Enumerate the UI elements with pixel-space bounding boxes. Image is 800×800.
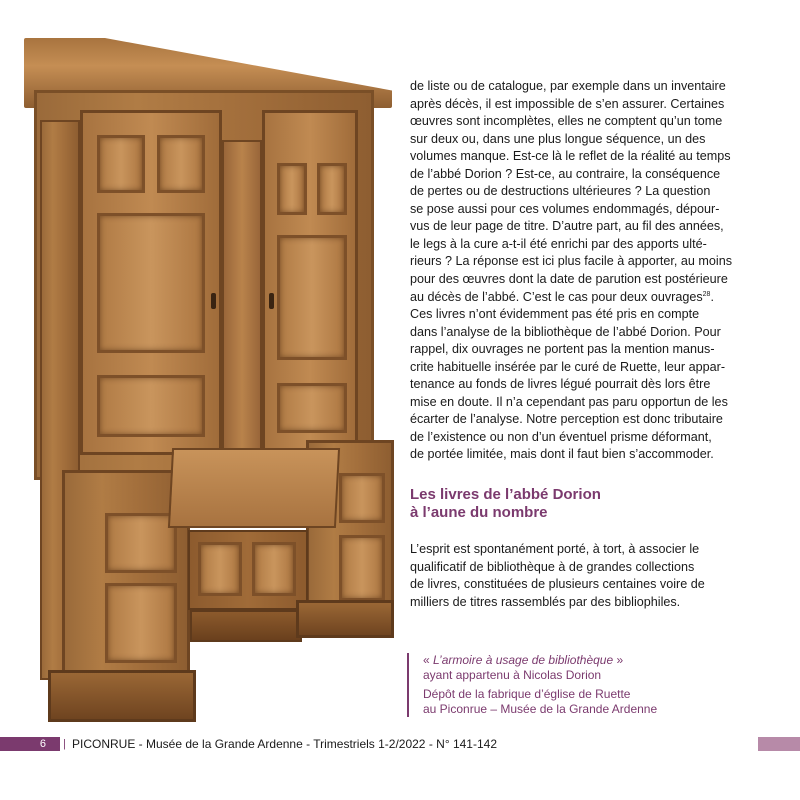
paragraph-line: de livres, constituées de plusieurs centaines voire de <box>410 577 705 592</box>
footer-accent-bar-right <box>758 737 800 751</box>
body-line: mise en doute. Il n’a cependant pas paru opportun de les <box>410 394 728 409</box>
body-line: de l’existence ou non d’un éventuel prisme déformant, <box>410 429 712 444</box>
section-heading <box>410 486 782 522</box>
quote-close: » <box>613 653 624 667</box>
body-line: de pertes ou de destructions ultérieures ? La question <box>410 184 711 199</box>
body-line: le legs à la cure a-t-il été enrichi par des apports ulté- <box>410 236 707 251</box>
caption-line: Dépôt de la fabrique d’église de Ruette <box>423 687 631 701</box>
body-line: volumes manque. Est-ce là le reflet de la réalité au temps <box>410 149 731 164</box>
section-heading-line: Les livres de l’abbé Dorion <box>410 486 601 503</box>
body-line: Ces livres n’ont évidemment pas été pris en compte <box>410 307 700 322</box>
section-heading-line: à l’aune du nombre <box>410 504 548 521</box>
armoire-right-door <box>262 110 358 455</box>
body-line: écarter de l’analyse. Notre perception est donc tributaire <box>410 412 723 427</box>
body-line: rappel, dix ouvrages ne portent pas la mention manus- <box>410 342 715 357</box>
armoire-base-right <box>296 600 394 638</box>
section-paragraph <box>410 541 782 611</box>
footer-separator: | <box>63 738 66 750</box>
armoire-writing-flap <box>168 448 340 528</box>
paragraph-line: qualificatif de bibliothèque à de grandes collections <box>410 559 695 574</box>
body-line: œuvres sont incomplètes, elles ne comptent qu’un tome <box>410 114 723 129</box>
caption-line: au Piconrue – Musée de la Grande Ardenne <box>423 702 658 716</box>
body-line: de portée limitée, mais dont il faut bien s’accommoder. <box>410 447 714 462</box>
body-text <box>410 78 782 464</box>
photo-caption <box>407 653 657 717</box>
footer-publication: PICONRUE - Musée de la Grande Ardenne - Trimestriels 1-2/2022 - N° 141-142 <box>72 737 497 751</box>
quote-open: « <box>423 653 434 667</box>
armoire-center-pilaster <box>222 140 262 450</box>
caption-line: ayant appartenu à Nicolas Dorion <box>423 668 602 682</box>
body-line: après décès, il est impossible de s’en assurer. Certaines <box>410 96 725 111</box>
sentence-period: . <box>710 289 714 304</box>
armoire-base-left <box>48 670 196 722</box>
paragraph-line: milliers de titres rassemblés par des bibliophiles. <box>410 594 681 609</box>
body-line: rieurs ? La réponse est ici plus facile à apporter, au moins <box>410 254 733 269</box>
caption-title-line <box>423 653 657 668</box>
body-line: de l’abbé Dorion ? Est-ce, au contraire, la conséquence <box>410 166 721 181</box>
body-line: dans l’analyse de la bibliothèque de l’abbé Dorion. Pour <box>410 324 721 339</box>
paragraph-line: L’esprit est spontanément porté, à tort, à associer le <box>410 542 700 556</box>
footnote-reference[interactable]: 28 <box>702 290 711 298</box>
armoire-left-door <box>80 110 222 455</box>
body-line: de liste ou de catalogue, par exemple dans un inventaire <box>410 79 726 93</box>
armoire-base-center <box>190 610 302 642</box>
caption-title: L’armoire à usage de bibliothèque <box>433 653 614 667</box>
body-line-with-footnote <box>410 289 782 307</box>
body-line: se pose aussi pour ces volumes endommagés, dépour- <box>410 201 720 216</box>
armoire-knee-cupboard <box>188 530 308 610</box>
body-line: sur deux ou, dans une plus longue séquence, un des <box>410 131 706 146</box>
body-line: pour des œuvres dont la date de parution est postérieure <box>410 272 728 287</box>
body-line: vus de leur page de titre. D’autre part, au fil des années, <box>410 219 724 234</box>
body-line: au décès de l’abbé. C’est le cas pour deux ouvrages <box>410 289 703 304</box>
body-line: tenance au fonds de livres légué pourrait dès lors être <box>410 377 711 392</box>
armoire-photo <box>0 0 400 730</box>
body-line: crite habituelle insérée par le curé de Ruette, leur appar- <box>410 359 726 374</box>
page-number: 6 <box>39 738 46 750</box>
